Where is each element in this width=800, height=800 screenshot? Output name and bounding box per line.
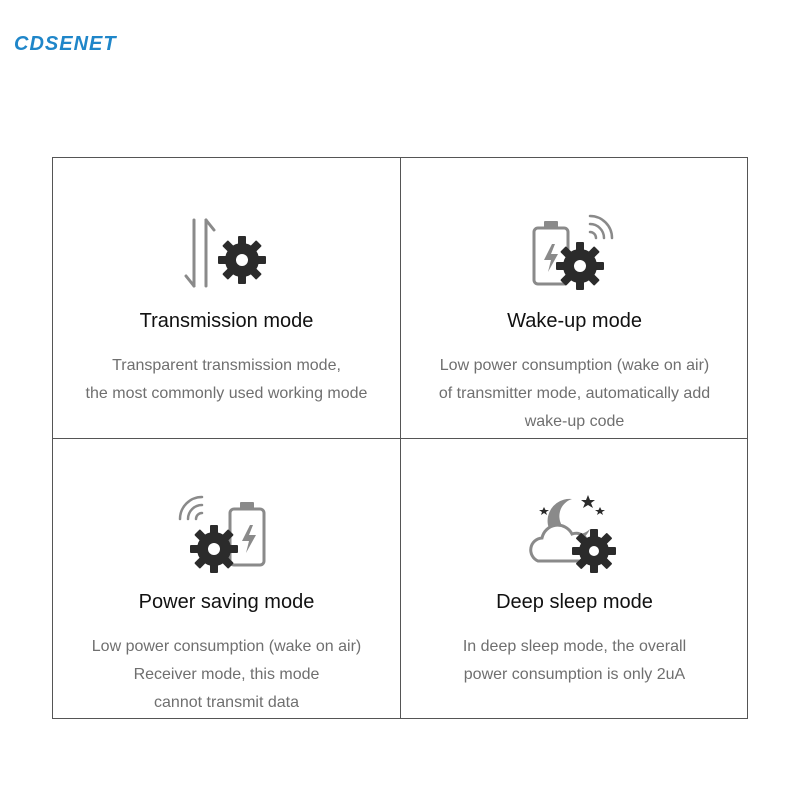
mode-description-line: cannot transmit data [154,694,299,711]
mode-description-line: wake-up code [524,413,625,430]
mode-description-line: Receiver mode, this mode [133,666,320,683]
mode-description-line: the most commonly used working mode [85,385,368,402]
mode-title: Power saving mode [138,591,315,613]
modes-grid [52,157,748,719]
mode-description-line: Transparent transmission mode, [112,357,341,374]
mode-card-deep-sleep [401,439,748,719]
battery-gear-wifi-icon [520,208,630,298]
mode-description [401,633,748,689]
mode-description [53,352,400,408]
mode-description-line: Low power consumption (wake on air) [91,638,362,655]
mode-description-line: Low power consumption (wake on air) [439,357,710,374]
mode-description-line: of transmitter mode, automatically add [438,385,711,402]
mode-description-line: power consumption is only 2uA [463,666,686,683]
arrows-gear-icon [172,208,282,298]
mode-description-line: In deep sleep mode, the overall [462,638,687,655]
mode-card-wake-up [401,158,748,438]
mode-title: Wake-up mode [507,310,642,332]
wifi-gear-battery-icon [172,489,282,579]
mode-description [401,352,748,436]
mode-title: Transmission mode [139,310,314,332]
mode-title: Deep sleep mode [496,591,653,613]
mode-description [53,633,400,717]
mode-card-transmission [53,158,400,438]
mode-card-power-saving [53,439,400,719]
brand-logo: CDSENET [14,33,117,55]
moon-cloud-gear-icon [520,489,630,579]
